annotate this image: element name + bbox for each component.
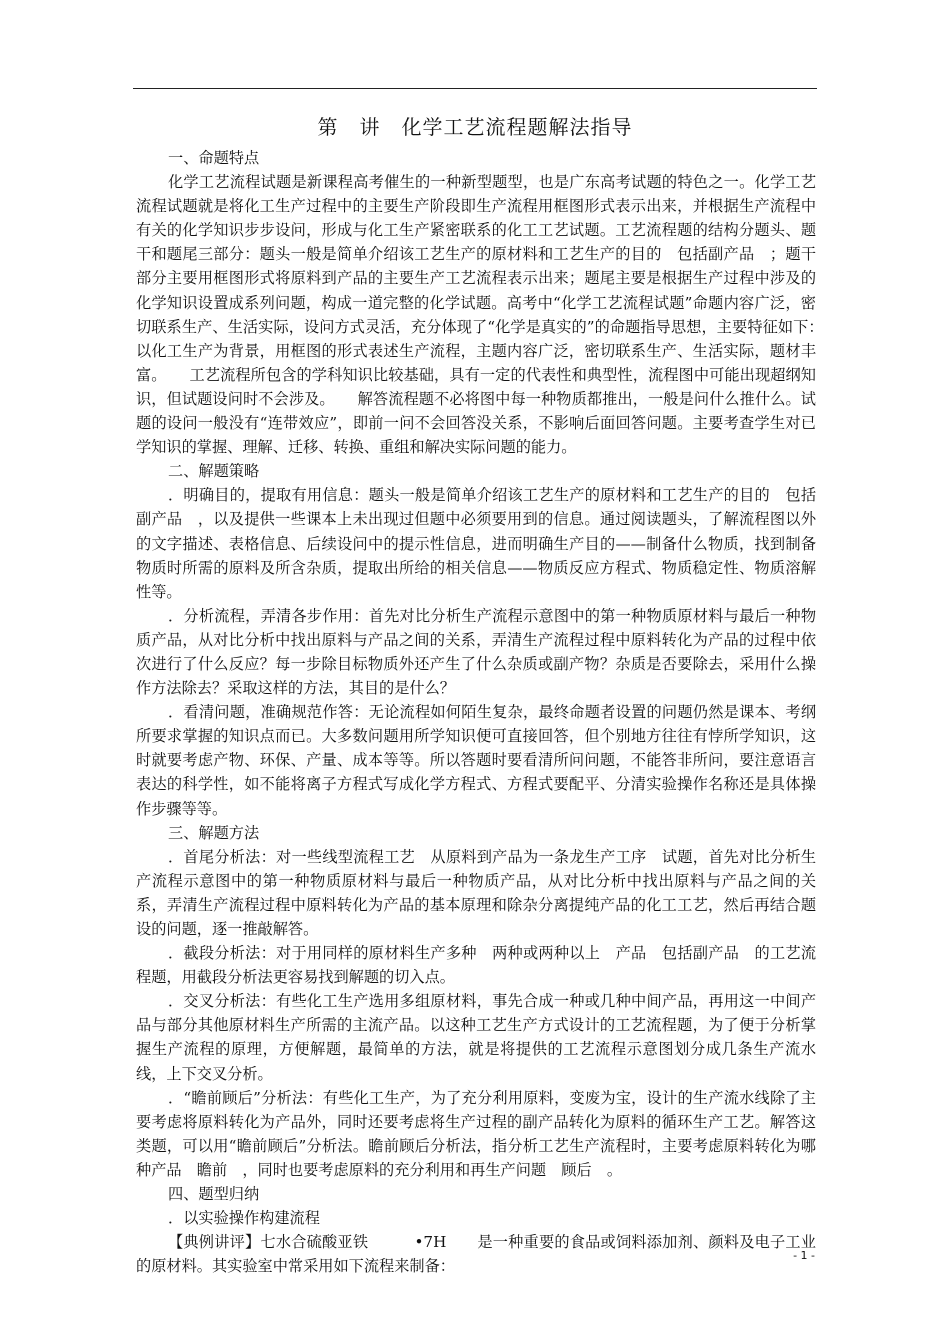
paragraph: ．交叉分析法：有些化工生产选用多组原材料，事先合成一种或几种中间产品，再用这一中间产品与部分其他原材料生产所需的主流产品。以这种工艺生产方式设计的工艺流程题，为了便于分析掌握生产流程的原理，方便解题，最简单的方法，就是将提供的工艺流程示意图划分成几条生产流水线，上下交叉分析。 (136, 992, 816, 1083)
header-rule (133, 88, 817, 89)
paragraph: ．截段分析法：对于用同样的原材料生产多种 两种或两种以上 产品 包括副产品 的工艺流程题，用截段分析法更容易找到解题的切入点。 (136, 944, 816, 987)
section-heading-3: 三、解题方法 (168, 823, 260, 842)
section-heading-4: 四、题型归纳 (168, 1185, 260, 1204)
document-body (136, 146, 847, 1278)
paragraph: 化学工艺流程试题是新课程高考催生的一种新型题型，也是广东高考试题的特色之一。化学工艺流程试题就是将化工生产过程中的主要生产阶段即生产流程用框图形式表示出来，并根据生产流程中有关的化学知识步步设问，形成与化工生产紧密联系的化工工艺试题。工艺流程题的结构分题头、题干和题尾三部分：题头一般是简单介绍该工艺生产的原材料和工艺生产的目的 包括副产品 ；题干部分主要用框图形式将原料到产品的主要生产工艺流程表示出来；题尾主要是根据生产过程中涉及的化学知识设置成系列问题，构成一道完整的化学试题。高考中“化学工艺流程试题”命题内容广泛，密切联系生产、生活实际，设问方式灵活，充分体现了“化学是真实的”的命题指导思想，主要特征如下： 以化工生产为背景，用框图的形式表述生产流程，主题内容广泛，密切联系生产、生活实际，题材丰富。 工艺流程所包含的学科知识比较基础，具有一定的代表性和典型性，流程图中可能出现超纲知识，但试题设问时不会涉及。 解答流程题不必将图中每一种物质都推出，一般是问什么推什么。试题的设问一般没有“连带效应”，即前一问不会回答没关系，不影响后面回答问题。主要考查学生对已学知识的掌握、理解、迁移、转换、重组和解决实际问题的能力。 (136, 173, 847, 457)
page-title: 第 讲 化学工艺流程题解法指导 (317, 115, 633, 139)
paragraph: ．看清问题，准确规范作答：无论流程如何陌生复杂，最终命题者设置的问题仍然是课本、考纲所要求掌握的知识点而已。大多数问题用所学知识便可直接回答，但个别地方往往有悖所学知识，这时就要考虑产物、环保、产量、成本等等。所以答题时要看清所问问题，不能答非所问，要注意语言表达的科学性，如不能将离子方程式写成化学方程式、方程式要配平、分清实验操作名称还是具体操作步骤等等。 (136, 703, 816, 818)
paragraph: ．“瞻前顾后”分析法：有些化工生产，为了充分利用原料，变废为宝，设计的生产流水线除了主要考虑将原料转化为产品外，同时还要考虑将生产过程的副产品转化为原料的循环生产工艺。解答这类题，可以用“瞻前顾后”分析法。瞻前顾后分析法，指分析工艺生产流程时，主要考虑原料转化为哪种产品 瞻前 ，同时也要考虑原料的充分利用和再生产问题 顾后 。 (136, 1088, 816, 1179)
subheading: ．以实验操作构建流程 (168, 1209, 320, 1228)
paragraph: 【典例讲评】七水合硫酸亚铁 •7H 是一种重要的食品或饲料添加剂、颜料及电子工业的原材料。其实验室中常采用如下流程来制备： (136, 1233, 816, 1276)
paragraph: ．明确目的，提取有用信息：题头一般是简单介绍该工艺生产的原材料和工艺生产的目的 包括副产品 ，以及提供一些课本上未出现过但题中必须要用到的信息。通过阅读题头，了解流程图以外的文字描述、表格信息、后续设问中的提示性信息，进而明确生产目的——制备什么物质，找到制备物质时所需的原料及所含杂质，提取出所给的相关信息——物质反应方程式、物质稳定性、物质溶解性等。 (136, 486, 816, 601)
section-heading-2: 二、解题策略 (168, 462, 260, 481)
page-number: - 1 - (793, 1249, 815, 1262)
paragraph: ．首尾分析法：对一些线型流程工艺 从原料到产品为一条龙生产工序 试题，首先对比分析生产流程示意图中的第一种物质原材料与最后一种物质产品，从对比分析中找出原料与产品之间的关系，弄清生产流程过程中原料转化为产品的基本原理和除杂分离提纯产品的化工工艺，然后再结合题设的问题，逐一推敲解答。 (136, 847, 816, 938)
section-heading-1: 一、命题特点 (168, 149, 260, 167)
paragraph: ．分析流程，弄清各步作用：首先对比分析生产流程示意图中的第一种物质原材料与最后一种物质产品，从对比分析中找出原料与产品之间的关系，弄清生产流程过程中原料转化为产品的过程中依次进行了什么反应？每一步除目标物质外还产生了什么杂质或副产物？杂质是否要除去，采用什么操作方法除去？采取这样的方法，其目的是什么？ (136, 606, 816, 698)
